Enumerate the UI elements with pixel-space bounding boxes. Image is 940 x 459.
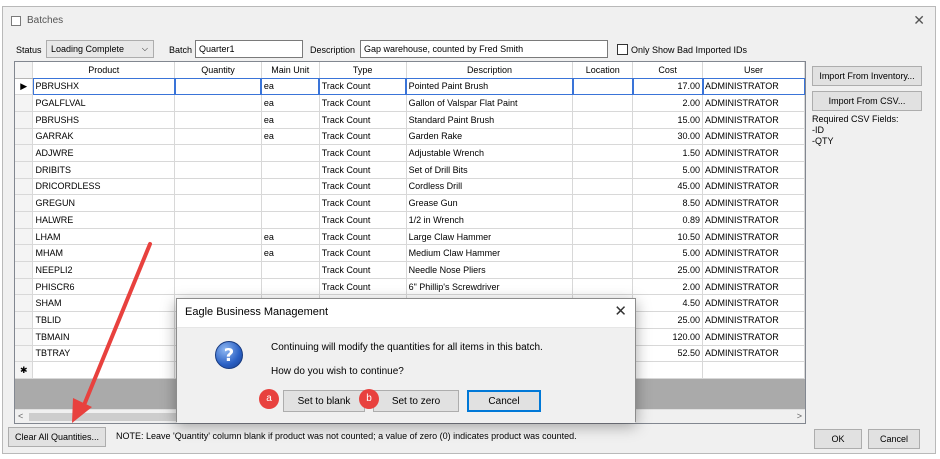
cell-main-unit[interactable]: ea (261, 95, 319, 112)
cell-description[interactable]: Cordless Drill (406, 178, 573, 195)
table-row[interactable] (15, 212, 805, 229)
cell-description[interactable]: Large Claw Hammer (406, 228, 573, 245)
cell-quantity[interactable] (175, 161, 262, 178)
required-csv-fields (812, 114, 899, 147)
row-header[interactable] (15, 262, 33, 279)
cell-main-unit[interactable]: ea (261, 111, 319, 128)
cell-description[interactable]: 6" Phillip's Screwdriver (406, 278, 573, 295)
status-select[interactable] (46, 40, 154, 58)
table-row[interactable] (15, 111, 805, 128)
table-row[interactable] (15, 228, 805, 245)
title-bar (3, 7, 935, 33)
cell-location[interactable] (573, 212, 633, 229)
quantity-note: NOTE: Leave 'Quantity' column blank if product was not counted; a value of zero (0) indicates product was counted. (116, 431, 577, 441)
cell-quantity[interactable] (175, 245, 262, 262)
cell-cost[interactable]: 10.50 (633, 228, 703, 245)
cell-description[interactable]: Pointed Paint Brush (406, 78, 573, 95)
cell-description[interactable]: Medium Claw Hammer (406, 245, 573, 262)
cell-type[interactable]: Track Count (319, 78, 406, 95)
table-row[interactable] (15, 95, 805, 112)
cell-quantity[interactable] (175, 278, 262, 295)
bad-ids-label: Only Show Bad Imported IDs (631, 45, 748, 55)
window-title: Batches (27, 15, 64, 26)
table-row[interactable] (15, 195, 805, 212)
window-icon (11, 16, 21, 26)
row-header[interactable] (15, 145, 33, 162)
ok-button[interactable]: OK (814, 429, 862, 449)
cell-user[interactable]: ADMINISTRATOR (703, 312, 805, 329)
cell-location[interactable] (573, 128, 633, 145)
cell-main-unit[interactable] (261, 145, 319, 162)
row-header[interactable] (15, 178, 33, 195)
cell-type[interactable]: Track Count (319, 111, 406, 128)
question-icon: ? (215, 341, 243, 369)
dialog-close-icon[interactable]: ✕ (614, 303, 627, 320)
column-header-user[interactable]: User (703, 62, 805, 78)
cell-user[interactable]: ADMINISTRATOR (703, 161, 805, 178)
cell-product[interactable]: TBLID (33, 312, 175, 329)
cell-cost[interactable]: 1.50 (633, 145, 703, 162)
cell-type[interactable]: Track Count (319, 95, 406, 112)
cell-location[interactable] (573, 78, 633, 95)
cell-cost[interactable]: 5.00 (633, 245, 703, 262)
cell-cost[interactable]: 120.00 (633, 328, 703, 345)
row-header[interactable] (15, 95, 33, 112)
cell-type[interactable]: Track Count (319, 145, 406, 162)
row-header[interactable] (15, 161, 33, 178)
row-header[interactable] (15, 345, 33, 362)
column-header-location[interactable]: Location (573, 62, 633, 78)
cell-location[interactable] (573, 195, 633, 212)
cell-product[interactable]: MHAM (33, 245, 175, 262)
cell-type[interactable]: Track Count (319, 228, 406, 245)
table-row[interactable] (15, 145, 805, 162)
cell-product[interactable]: DRIBITS (33, 161, 175, 178)
close-icon[interactable]: ✕ (913, 12, 925, 28)
cell-user[interactable]: ADMINISTRATOR (703, 95, 805, 112)
cell-user[interactable]: ADMINISTRATOR (703, 145, 805, 162)
row-header[interactable] (15, 278, 33, 295)
cell-user[interactable]: ADMINISTRATOR (703, 111, 805, 128)
cell-description[interactable]: Adjustable Wrench (406, 145, 573, 162)
grid-header-row (15, 62, 805, 78)
cell-cost[interactable]: 25.00 (633, 312, 703, 329)
cell-quantity[interactable] (175, 212, 262, 229)
cell-quantity[interactable] (175, 78, 262, 95)
cell-cost[interactable]: 30.00 (633, 128, 703, 145)
required-csv-title: Required CSV Fields: (812, 114, 899, 124)
cell-main-unit[interactable] (261, 195, 319, 212)
cell-type[interactable]: Track Count (319, 212, 406, 229)
cell-quantity[interactable] (175, 228, 262, 245)
cell-type[interactable]: Track Count (319, 245, 406, 262)
row-header[interactable] (15, 328, 33, 345)
cell-quantity[interactable] (175, 128, 262, 145)
cell-product[interactable]: DRICORDLESS (33, 178, 175, 195)
import-inventory-button[interactable]: Import From Inventory... (812, 66, 922, 86)
cell-type[interactable]: Track Count (319, 195, 406, 212)
cell-quantity[interactable] (175, 95, 262, 112)
cell-product[interactable]: GARRAK (33, 128, 175, 145)
cell-description[interactable]: Needle Nose Pliers (406, 262, 573, 279)
status-label: Status (16, 45, 42, 55)
column-header-quantity[interactable]: Quantity (175, 62, 262, 78)
table-row[interactable] (15, 245, 805, 262)
cell-location[interactable] (573, 111, 633, 128)
column-header-main-unit[interactable]: Main Unit (261, 62, 319, 78)
row-header[interactable] (15, 111, 33, 128)
required-field-qty: -QTY (812, 136, 834, 146)
new-row-marker[interactable]: ✱ (15, 362, 33, 379)
row-header[interactable] (15, 195, 33, 212)
row-header[interactable] (15, 212, 33, 229)
import-csv-button[interactable]: Import From CSV... (812, 91, 922, 111)
dialog-message: Continuing will modify the quantities for all items in this batch. (271, 342, 543, 353)
cell-cost[interactable]: 0.89 (633, 212, 703, 229)
table-row[interactable] (15, 161, 805, 178)
status-value: Loading Complete (51, 44, 125, 54)
cell-user[interactable]: ADMINISTRATOR (703, 262, 805, 279)
cell-user[interactable]: ADMINISTRATOR (703, 128, 805, 145)
cell-user[interactable]: ADMINISTRATOR (703, 195, 805, 212)
cell-cost[interactable]: 17.00 (633, 78, 703, 95)
cell-type[interactable]: Track Count (319, 278, 406, 295)
cell-quantity[interactable] (175, 145, 262, 162)
cell-cost[interactable]: 2.00 (633, 278, 703, 295)
cell-product[interactable]: NEEPLI2 (33, 262, 175, 279)
row-header[interactable] (15, 245, 33, 262)
cell-product[interactable]: HALWRE (33, 212, 175, 229)
cell-user[interactable]: ADMINISTRATOR (703, 212, 805, 229)
cell-description[interactable]: 1/2 in Wrench (406, 212, 573, 229)
cell-main-unit[interactable]: ea (261, 128, 319, 145)
column-header-product[interactable]: Product (33, 62, 175, 78)
cell-type[interactable]: Track Count (319, 178, 406, 195)
cell-description[interactable]: Grease Gun (406, 195, 573, 212)
cell-product[interactable]: SHAM (33, 295, 175, 312)
new-row-cell[interactable] (703, 362, 805, 379)
cell-quantity[interactable] (175, 195, 262, 212)
cell-product[interactable]: PHISCR6 (33, 278, 175, 295)
cell-location[interactable] (573, 245, 633, 262)
cell-type[interactable]: Track Count (319, 262, 406, 279)
annotation-badge-a: a (259, 389, 279, 409)
cell-main-unit[interactable]: ea (261, 245, 319, 262)
cell-product[interactable]: LHAM (33, 228, 175, 245)
cell-user[interactable]: ADMINISTRATOR (703, 228, 805, 245)
column-header-description[interactable]: Description (406, 62, 573, 78)
cell-cost[interactable]: 5.00 (633, 161, 703, 178)
cell-product[interactable]: ADJWRE (33, 145, 175, 162)
description-label: Description (310, 45, 356, 55)
cell-product[interactable]: PGALFLVAL (33, 95, 175, 112)
cell-location[interactable] (573, 178, 633, 195)
cell-description[interactable]: Set of Drill Bits (406, 161, 573, 178)
column-header-type[interactable]: Type (319, 62, 406, 78)
cell-cost[interactable]: 8.50 (633, 195, 703, 212)
cell-user[interactable]: ADMINISTRATOR (703, 328, 805, 345)
scroll-right-icon[interactable]: > (796, 411, 802, 421)
cell-cost[interactable]: 25.00 (633, 262, 703, 279)
confirm-dialog (176, 298, 636, 422)
cell-cost[interactable]: 52.50 (633, 345, 703, 362)
set-to-zero-button[interactable]: Set to zero (373, 390, 459, 412)
cell-user[interactable]: ADMINISTRATOR (703, 295, 805, 312)
cell-main-unit[interactable] (261, 161, 319, 178)
dialog-body (177, 327, 635, 423)
cell-location[interactable] (573, 278, 633, 295)
cell-quantity[interactable] (175, 262, 262, 279)
column-header-cost[interactable]: Cost (633, 62, 703, 78)
table-row[interactable] (15, 128, 805, 145)
description-input[interactable]: Gap warehouse, counted by Fred Smith (360, 40, 608, 58)
table-row[interactable] (15, 278, 805, 295)
cell-location[interactable] (573, 145, 633, 162)
required-field-id: -ID (812, 125, 824, 135)
table-row[interactable] (15, 78, 805, 95)
cell-main-unit[interactable] (261, 212, 319, 229)
cell-user[interactable]: ADMINISTRATOR (703, 245, 805, 262)
row-header-corner (15, 62, 33, 78)
cell-type[interactable]: Track Count (319, 161, 406, 178)
table-row[interactable] (15, 178, 805, 195)
cell-cost[interactable]: 4.50 (633, 295, 703, 312)
row-header[interactable]: ▶ (15, 78, 33, 95)
cell-main-unit[interactable] (261, 262, 319, 279)
cell-cost[interactable]: 15.00 (633, 111, 703, 128)
chevron-down-icon: ⌵ (141, 44, 148, 53)
cell-cost[interactable]: 2.00 (633, 95, 703, 112)
row-header[interactable] (15, 312, 33, 329)
table-row[interactable] (15, 262, 805, 279)
cell-product[interactable]: TBTRAY (33, 345, 175, 362)
annotation-badge-b: b (359, 389, 379, 409)
cell-user[interactable]: ADMINISTRATOR (703, 78, 805, 95)
cell-main-unit[interactable]: ea (261, 228, 319, 245)
cell-main-unit[interactable]: ea (261, 78, 319, 95)
new-row-cell[interactable] (633, 362, 703, 379)
dialog-question: How do you wish to continue? (271, 366, 404, 377)
cell-description[interactable]: Garden Rake (406, 128, 573, 145)
cell-location[interactable] (573, 95, 633, 112)
cancel-button[interactable]: Cancel (868, 429, 920, 449)
cell-user[interactable]: ADMINISTRATOR (703, 345, 805, 362)
cell-product[interactable]: TBMAIN (33, 328, 175, 345)
cell-quantity[interactable] (175, 178, 262, 195)
cell-quantity[interactable] (175, 111, 262, 128)
cell-product[interactable]: PBRUSHX (33, 78, 175, 95)
dialog-title: Eagle Business Management (185, 306, 329, 318)
batch-label: Batch (169, 45, 193, 55)
new-row-cell[interactable] (33, 362, 175, 379)
cell-user[interactable]: ADMINISTRATOR (703, 178, 805, 195)
clear-all-quantities-button[interactable]: Clear All Quantities... (8, 427, 106, 447)
dialog-cancel-button[interactable]: Cancel (467, 390, 541, 412)
cell-type[interactable]: Track Count (319, 128, 406, 145)
cell-main-unit[interactable] (261, 178, 319, 195)
cell-description[interactable]: Gallon of Valspar Flat Paint (406, 95, 573, 112)
set-to-blank-button[interactable]: Set to blank (283, 390, 365, 412)
cell-product[interactable]: PBRUSHS (33, 111, 175, 128)
cell-user[interactable]: ADMINISTRATOR (703, 278, 805, 295)
row-header[interactable] (15, 295, 33, 312)
cell-description[interactable]: Standard Paint Brush (406, 111, 573, 128)
cell-product[interactable]: GREGUN (33, 195, 175, 212)
cell-location[interactable] (573, 262, 633, 279)
bad-ids-checkbox[interactable] (617, 44, 628, 55)
batch-input[interactable]: Quarter1 (195, 40, 303, 58)
row-header[interactable] (15, 228, 33, 245)
cell-cost[interactable]: 45.00 (633, 178, 703, 195)
cell-location[interactable] (573, 228, 633, 245)
cell-location[interactable] (573, 161, 633, 178)
scroll-left-icon[interactable]: < (18, 411, 24, 421)
cell-main-unit[interactable] (261, 278, 319, 295)
row-header[interactable] (15, 128, 33, 145)
